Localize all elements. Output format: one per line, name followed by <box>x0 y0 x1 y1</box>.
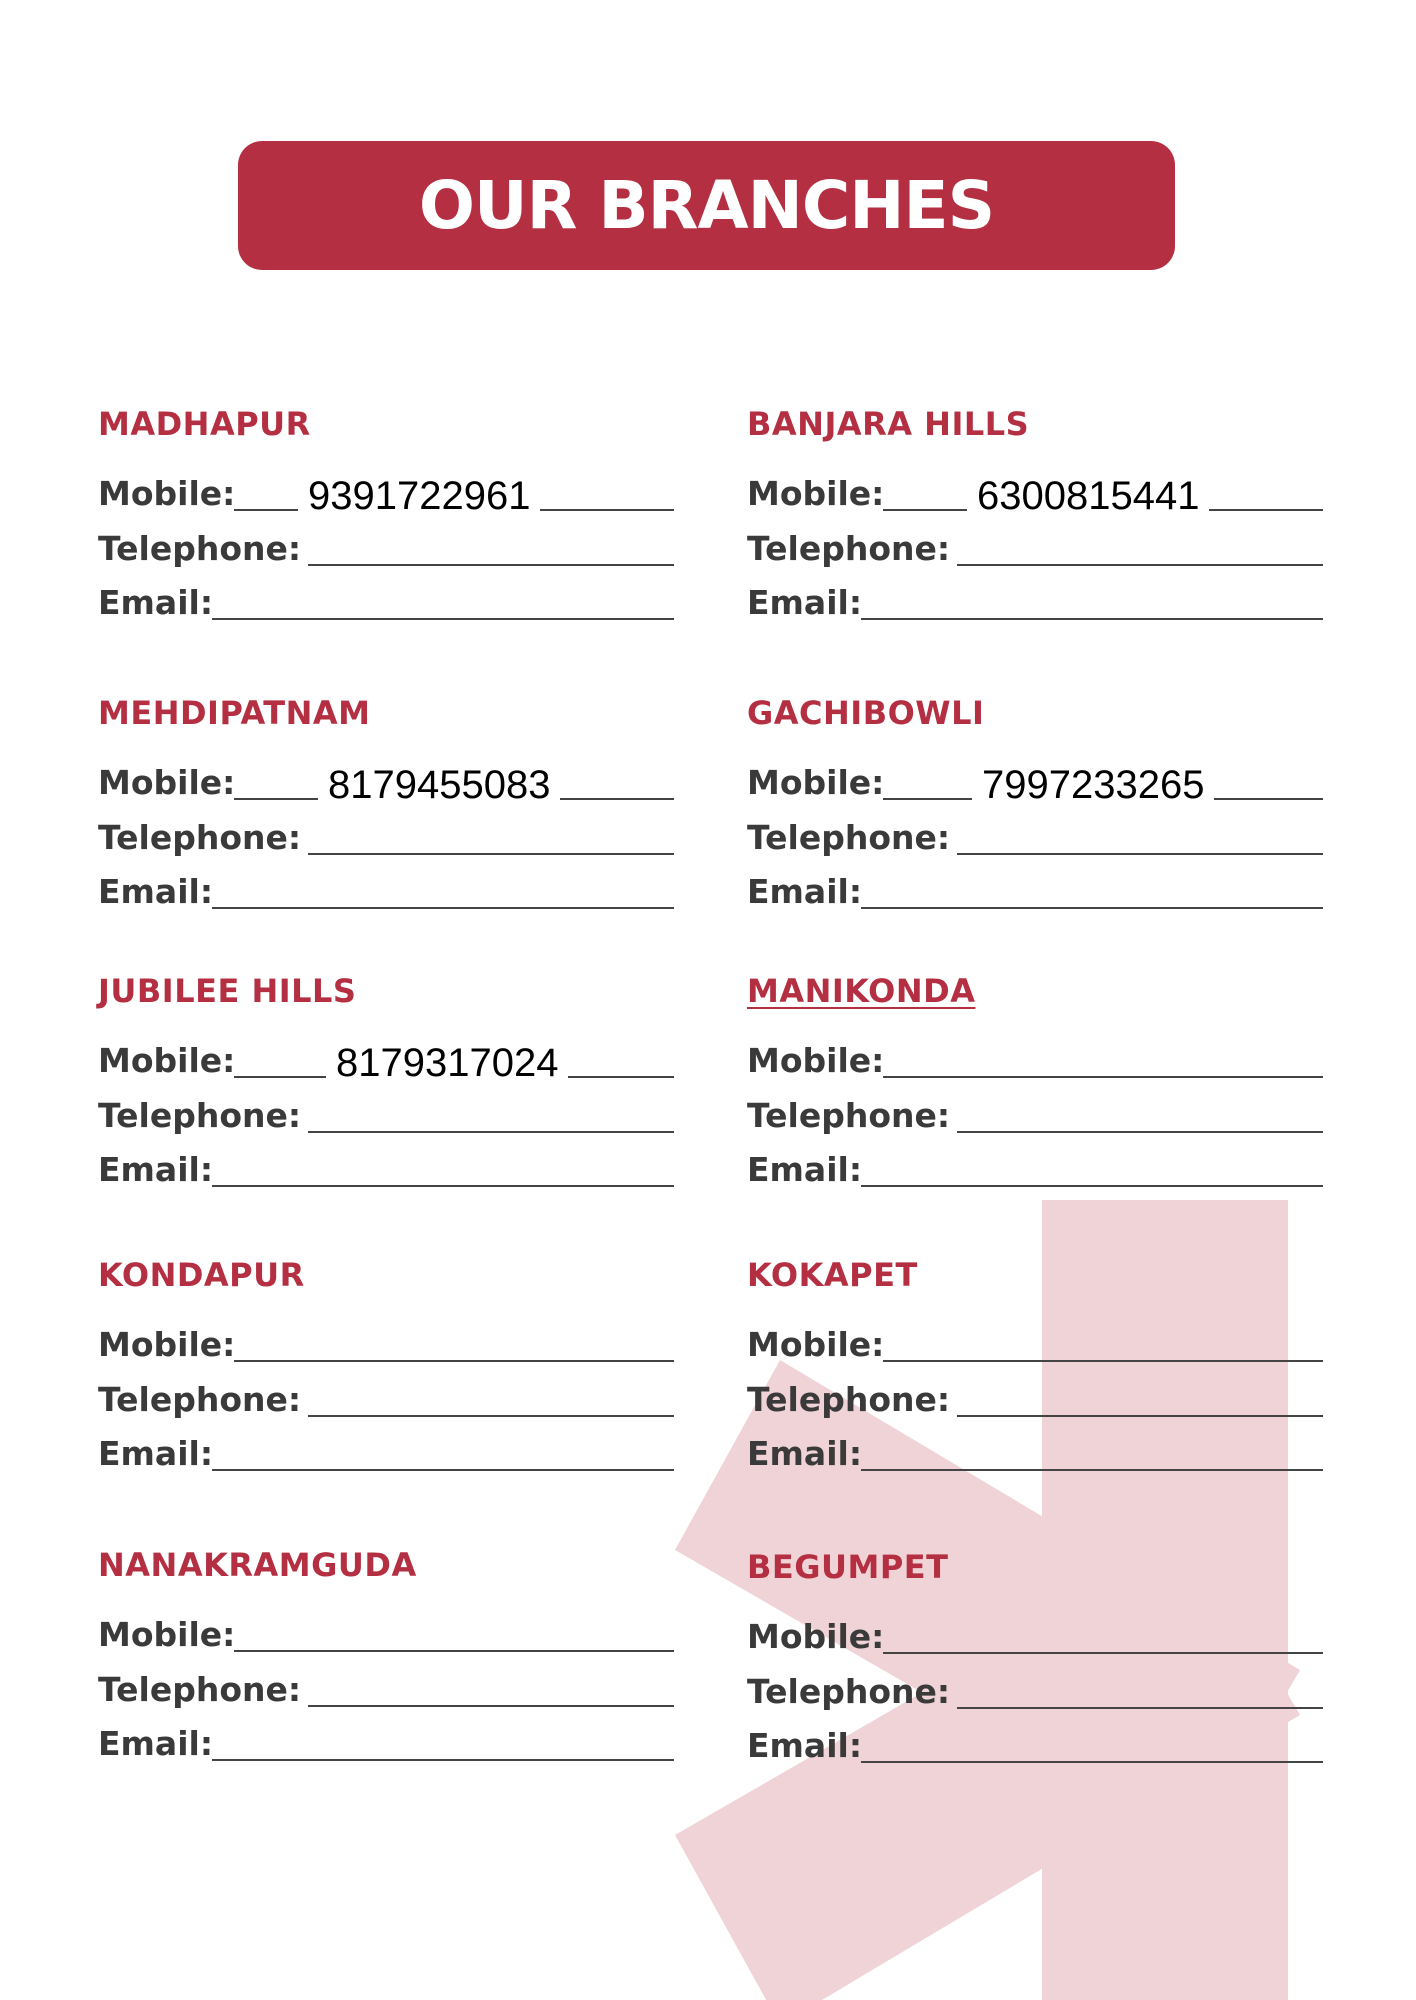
branch-name: KOKAPET <box>747 1256 918 1294</box>
telephone-line <box>308 1131 674 1133</box>
telephone-row <box>747 1095 1323 1139</box>
mobile-line <box>234 1360 674 1362</box>
mobile-label: Mobile: <box>98 1325 236 1364</box>
mobile-label: Mobile: <box>98 1615 236 1654</box>
branch-name: MADHAPUR <box>98 405 311 443</box>
email-row <box>98 1149 674 1193</box>
branch-name: GACHIBOWLI <box>747 694 985 732</box>
telephone-label: Telephone: <box>747 1096 951 1135</box>
mobile-row <box>98 1324 674 1368</box>
branch-card <box>98 1256 674 1496</box>
telephone-label: Telephone: <box>98 818 302 857</box>
email-line <box>861 1469 1323 1471</box>
telephone-label: Telephone: <box>98 529 302 568</box>
telephone-line <box>308 1705 674 1707</box>
telephone-row <box>98 528 674 572</box>
telephone-row <box>747 1671 1323 1715</box>
mobile-label: Mobile: <box>98 474 236 513</box>
email-label: Email: <box>747 872 863 911</box>
email-row <box>747 871 1323 915</box>
email-label: Email: <box>747 1726 863 1765</box>
mobile-row <box>98 762 674 806</box>
telephone-label: Telephone: <box>98 1096 302 1135</box>
email-row <box>98 1723 674 1767</box>
branch-card <box>98 405 674 645</box>
mobile-number: 8179455083 <box>318 763 560 808</box>
telephone-label: Telephone: <box>747 818 951 857</box>
telephone-line <box>957 1131 1323 1133</box>
mobile-row <box>98 1614 674 1658</box>
email-label: Email: <box>747 1434 863 1473</box>
email-label: Email: <box>98 1150 214 1189</box>
email-line <box>861 618 1323 620</box>
branch-name: NANAKRAMGUDA <box>98 1546 417 1584</box>
telephone-line <box>308 853 674 855</box>
mobile-row <box>747 1040 1323 1084</box>
telephone-label: Telephone: <box>747 529 951 568</box>
email-row <box>747 582 1323 626</box>
telephone-row <box>98 1095 674 1139</box>
mobile-row <box>747 1616 1323 1660</box>
mobile-label: Mobile: <box>747 1617 885 1656</box>
email-label: Email: <box>747 1150 863 1189</box>
email-row <box>98 871 674 915</box>
mobile-number: 6300815441 <box>967 474 1209 519</box>
email-row <box>747 1433 1323 1477</box>
email-line <box>212 1469 674 1471</box>
telephone-row <box>747 1379 1323 1423</box>
telephone-line <box>957 853 1323 855</box>
branch-card <box>747 405 1323 645</box>
email-line <box>212 1759 674 1761</box>
branch-card <box>747 694 1323 934</box>
telephone-label: Telephone: <box>747 1672 951 1711</box>
telephone-line <box>308 1415 674 1417</box>
mobile-number: 9391722961 <box>298 474 540 519</box>
mobile-label: Mobile: <box>747 1041 885 1080</box>
mobile-number: 8179317024 <box>326 1041 568 1086</box>
email-label: Email: <box>98 1434 214 1473</box>
telephone-row <box>98 1669 674 1713</box>
telephone-row <box>747 528 1323 572</box>
email-row <box>98 1433 674 1477</box>
email-line <box>861 907 1323 909</box>
title-banner <box>238 141 1175 270</box>
branch-name: BANJARA HILLS <box>747 405 1030 443</box>
branch-card <box>98 972 674 1212</box>
branch-name: KONDAPUR <box>98 1256 305 1294</box>
email-label: Email: <box>98 1724 214 1763</box>
email-line <box>212 618 674 620</box>
branch-name: MEHDIPATNAM <box>98 694 371 732</box>
email-label: Email: <box>747 583 863 622</box>
telephone-line <box>957 1707 1323 1709</box>
email-row <box>747 1149 1323 1193</box>
mobile-label: Mobile: <box>98 763 236 802</box>
branch-card <box>747 1548 1323 1788</box>
branch-card <box>747 1256 1323 1496</box>
email-line <box>861 1761 1323 1763</box>
mobile-label: Mobile: <box>747 1325 885 1364</box>
branch-name: BEGUMPET <box>747 1548 949 1586</box>
telephone-label: Telephone: <box>747 1380 951 1419</box>
branch-card <box>98 694 674 934</box>
page-title: OUR BRANCHES <box>418 167 995 244</box>
mobile-number: 7997233265 <box>972 763 1214 808</box>
email-line <box>212 907 674 909</box>
email-label: Email: <box>98 872 214 911</box>
email-row <box>747 1725 1323 1769</box>
mobile-label: Mobile: <box>98 1041 236 1080</box>
telephone-line <box>308 564 674 566</box>
mobile-label: Mobile: <box>747 763 885 802</box>
branch-name[interactable]: MANIKONDA <box>747 972 976 1010</box>
telephone-line <box>957 564 1323 566</box>
email-label: Email: <box>98 583 214 622</box>
mobile-row <box>98 473 674 517</box>
mobile-row <box>747 473 1323 517</box>
mobile-row <box>747 1324 1323 1368</box>
branch-card <box>747 972 1323 1212</box>
branch-card <box>98 1546 674 1786</box>
telephone-line <box>957 1415 1323 1417</box>
telephone-label: Telephone: <box>98 1380 302 1419</box>
telephone-row <box>747 817 1323 861</box>
mobile-line <box>883 1076 1323 1078</box>
email-line <box>212 1185 674 1187</box>
telephone-row <box>98 817 674 861</box>
telephone-row <box>98 1379 674 1423</box>
branch-name: JUBILEE HILLS <box>98 972 357 1010</box>
mobile-line <box>883 1652 1323 1654</box>
mobile-label: Mobile: <box>747 474 885 513</box>
email-row <box>98 582 674 626</box>
mobile-line <box>234 1650 674 1652</box>
email-line <box>861 1185 1323 1187</box>
telephone-label: Telephone: <box>98 1670 302 1709</box>
mobile-line <box>883 1360 1323 1362</box>
mobile-row <box>98 1040 674 1084</box>
mobile-row <box>747 762 1323 806</box>
